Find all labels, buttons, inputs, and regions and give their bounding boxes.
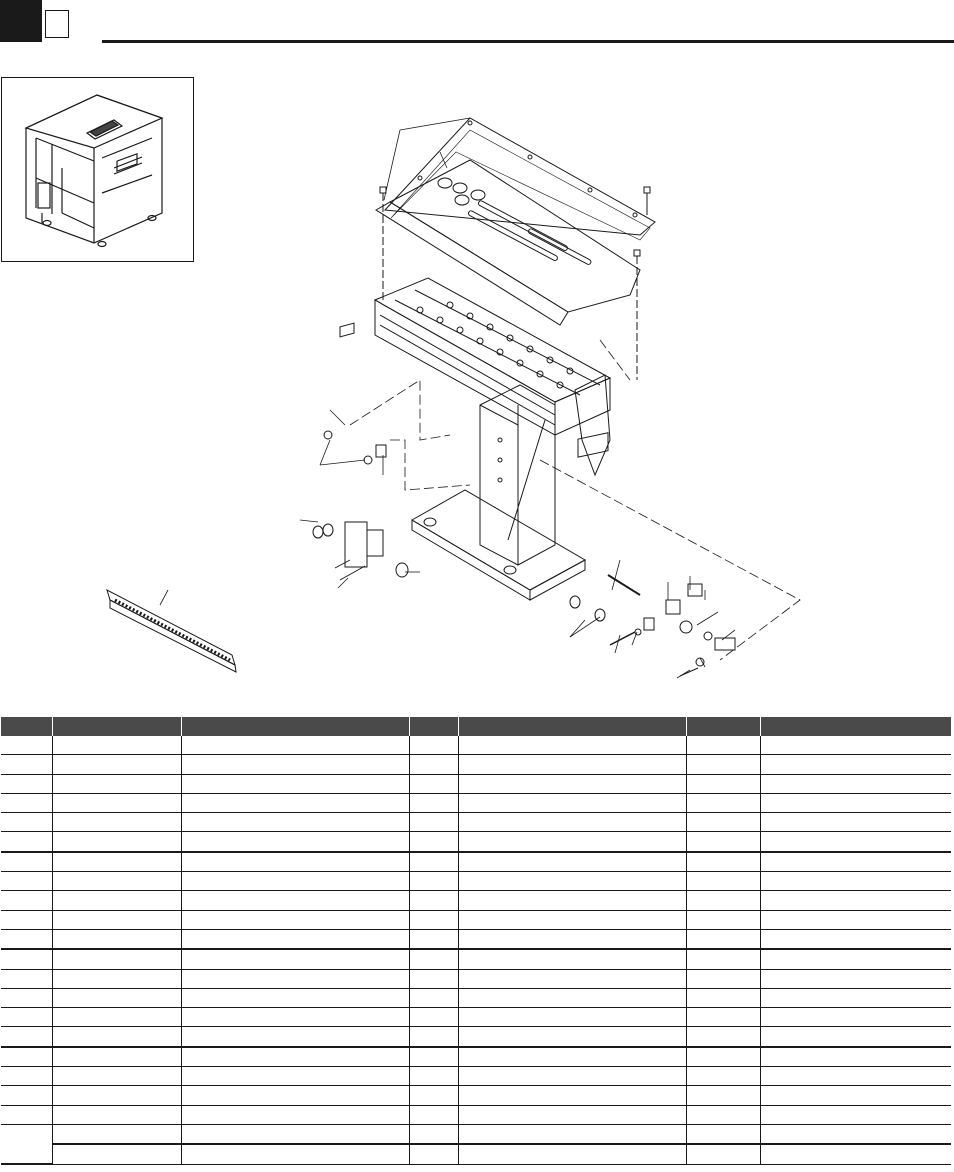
table-cell: [52, 755, 181, 774]
table-cell: [1, 1086, 52, 1105]
table-cell: [409, 1027, 458, 1047]
column-header: [1, 717, 52, 736]
table-row: [1, 736, 951, 755]
table-cell: [458, 1086, 686, 1105]
table-cell: [760, 988, 951, 1007]
table-row: [1, 988, 951, 1007]
table-cell: [760, 1105, 951, 1124]
table-cell: [1, 755, 52, 774]
table-cell: [52, 813, 181, 832]
table-cell: [458, 1008, 686, 1027]
column: [480, 385, 555, 565]
table-cell: [686, 1067, 760, 1086]
table-cell: [181, 1124, 409, 1144]
table-cell: [1, 832, 52, 852]
table-cell: [458, 1047, 686, 1067]
column-header: [409, 717, 458, 736]
mid-plate: [376, 160, 640, 325]
table-row: [1, 755, 951, 774]
table-row: [1, 872, 951, 891]
table-cell: [1, 793, 52, 812]
table-cell: [760, 872, 951, 891]
table-cell: [760, 852, 951, 872]
table-cell: [52, 949, 181, 969]
table-cell: [181, 949, 409, 969]
table-cell: [409, 1008, 458, 1027]
table-cell: [686, 872, 760, 891]
table-cell: [1, 929, 52, 949]
table-row: [1, 774, 951, 793]
table-cell: [1, 1027, 52, 1047]
table-cell: [181, 1027, 409, 1047]
table-cell: [181, 852, 409, 872]
left-fittings: [313, 323, 408, 580]
table-cell: [409, 793, 458, 812]
table-cell: [181, 988, 409, 1007]
table-cell: [686, 793, 760, 812]
table-cell: [458, 736, 686, 755]
table-cell: [181, 929, 409, 949]
table-cell: [1, 969, 52, 988]
table-cell: [181, 1105, 409, 1124]
table-cell: [52, 793, 181, 812]
table-cell: [760, 1067, 951, 1086]
table-cell: [686, 1008, 760, 1027]
table-cell: [760, 832, 951, 852]
table-cell: [760, 929, 951, 949]
table-cell: [52, 872, 181, 891]
table-cell: [686, 1027, 760, 1047]
table-cell: [760, 1144, 951, 1164]
table-row: [1, 891, 951, 910]
table-cell: [52, 1008, 181, 1027]
table-cell: [1, 736, 52, 755]
table-cell: [458, 1105, 686, 1124]
table-cell: [760, 774, 951, 793]
table-cell: [760, 1124, 951, 1144]
table-cell: [686, 1144, 760, 1164]
table-cell: [458, 1067, 686, 1086]
table-cell: [686, 774, 760, 793]
column-header: [760, 717, 951, 736]
table-row: [1, 910, 951, 929]
table-cell: [686, 1086, 760, 1105]
table-row: [1, 813, 951, 832]
table-cell: [1, 1008, 52, 1027]
table-cell: [181, 891, 409, 910]
table-row: [1, 793, 951, 812]
right-fittings: [570, 433, 735, 676]
table-cell: [760, 1047, 951, 1067]
table-cell: [1, 910, 52, 929]
table-cell: [458, 929, 686, 949]
table-cell: [181, 813, 409, 832]
table-cell: [52, 736, 181, 755]
table-cell: [52, 1047, 181, 1067]
column-header: [52, 717, 181, 736]
table-cell: [458, 755, 686, 774]
table-cell: [458, 891, 686, 910]
table-cell: [409, 1105, 458, 1124]
table-cell: [760, 1027, 951, 1047]
table-cell: [458, 910, 686, 929]
table-row: [1, 929, 951, 949]
table-cell: [181, 736, 409, 755]
table-row: [1, 1047, 951, 1067]
table-cell: [458, 1124, 686, 1144]
table-cell: [1, 852, 52, 872]
column-header: [181, 717, 409, 736]
table-cell: [1, 872, 52, 891]
table-cell: [181, 1067, 409, 1086]
table-cell: [1, 949, 52, 969]
table-cell: [181, 1144, 409, 1164]
table-cell: [409, 1067, 458, 1086]
table-cell: [760, 969, 951, 988]
table-cell: [409, 813, 458, 832]
table-cell: [409, 891, 458, 910]
table-cell: [409, 949, 458, 969]
table-cell: [686, 1105, 760, 1124]
table-cell: [1, 813, 52, 832]
table-cell: [458, 813, 686, 832]
table-cell: [409, 1124, 458, 1144]
table-cell: [409, 774, 458, 793]
table-cell: [52, 891, 181, 910]
table-cell: [760, 813, 951, 832]
table-cell: [686, 891, 760, 910]
table-row: [1, 949, 951, 969]
table-cell: [181, 1008, 409, 1027]
table-row: [1, 1124, 951, 1144]
table-cell: [458, 969, 686, 988]
table-cell: [52, 1124, 181, 1144]
table-cell: [686, 755, 760, 774]
table-cell: [760, 736, 951, 755]
table-cell: [686, 813, 760, 832]
table-cell: [686, 736, 760, 755]
table-cell: [458, 793, 686, 812]
column-header: [458, 717, 686, 736]
table-cell: [458, 872, 686, 891]
table-cell: [458, 949, 686, 969]
table-cell: [52, 1144, 181, 1164]
table-row: [1, 1086, 951, 1105]
table-cell: [52, 1067, 181, 1086]
table-cell: [458, 832, 686, 852]
table-cell: [409, 736, 458, 755]
table-cell: [52, 852, 181, 872]
table-cell: [760, 891, 951, 910]
column-header: [686, 717, 760, 736]
table-cell: [760, 793, 951, 812]
table-cell: [181, 793, 409, 812]
table-cell: [760, 910, 951, 929]
table-cell: [52, 1105, 181, 1124]
table-cell: [686, 910, 760, 929]
table-cell: [52, 1086, 181, 1105]
table-cell: [686, 1047, 760, 1067]
table-cell: [458, 988, 686, 1007]
table-cell: [760, 755, 951, 774]
table-cell: [686, 929, 760, 949]
right-bracket: [575, 375, 610, 475]
table-cell: [52, 774, 181, 793]
table-cell: [181, 832, 409, 852]
table-cell: [181, 969, 409, 988]
top-plate: [385, 118, 655, 265]
table-row: [1, 1067, 951, 1086]
table-row: [1, 1008, 951, 1027]
table-cell: [409, 832, 458, 852]
table-cell: [1, 1067, 52, 1086]
table-cell: [181, 1047, 409, 1067]
table-cell: [52, 929, 181, 949]
screw-top-left: [380, 187, 386, 300]
table-cell: [1, 891, 52, 910]
table-row: [1, 969, 951, 988]
table-cell: [52, 832, 181, 852]
table-cell: [52, 969, 181, 988]
table-cell: [686, 969, 760, 988]
table-cell: [409, 872, 458, 891]
table-cell: [1, 1047, 52, 1067]
table-cell: [409, 969, 458, 988]
table-cell: [409, 910, 458, 929]
table-cell: [1, 988, 52, 1007]
table-cell: [409, 1144, 458, 1164]
table-cell: [181, 1086, 409, 1105]
table-cell: [1, 1124, 52, 1164]
table-row: [1, 1027, 951, 1047]
table-cell: [409, 1047, 458, 1067]
table-row: [1, 1105, 951, 1124]
table-cell: [760, 949, 951, 969]
cover-strip: [107, 590, 236, 672]
table-cell: [458, 852, 686, 872]
table-cell: [181, 872, 409, 891]
table-cell: [181, 755, 409, 774]
table-cell: [686, 988, 760, 1007]
table-cell: [760, 1008, 951, 1027]
base-plate: [412, 490, 585, 600]
table-cell: [52, 1027, 181, 1047]
table-header-row: [1, 717, 951, 736]
table-cell: [181, 774, 409, 793]
table-cell: [52, 988, 181, 1007]
table-cell: [686, 832, 760, 852]
table-cell: [409, 929, 458, 949]
table-cell: [181, 910, 409, 929]
table-cell: [686, 852, 760, 872]
table-cell: [686, 949, 760, 969]
table-row: [1, 832, 951, 852]
table-cell: [409, 755, 458, 774]
table-cell: [52, 910, 181, 929]
table-row: [1, 852, 951, 872]
parts-table: [1, 717, 951, 1165]
table-row: [1, 1144, 951, 1164]
table-cell: [458, 1144, 686, 1164]
table-cell: [458, 774, 686, 793]
table-cell: [409, 1086, 458, 1105]
table-cell: [1, 774, 52, 793]
table-cell: [409, 852, 458, 872]
table-cell: [409, 988, 458, 1007]
table-cell: [686, 1124, 760, 1144]
table-cell: [458, 1027, 686, 1047]
table-cell: [760, 1086, 951, 1105]
table-cell: [1, 1105, 52, 1124]
